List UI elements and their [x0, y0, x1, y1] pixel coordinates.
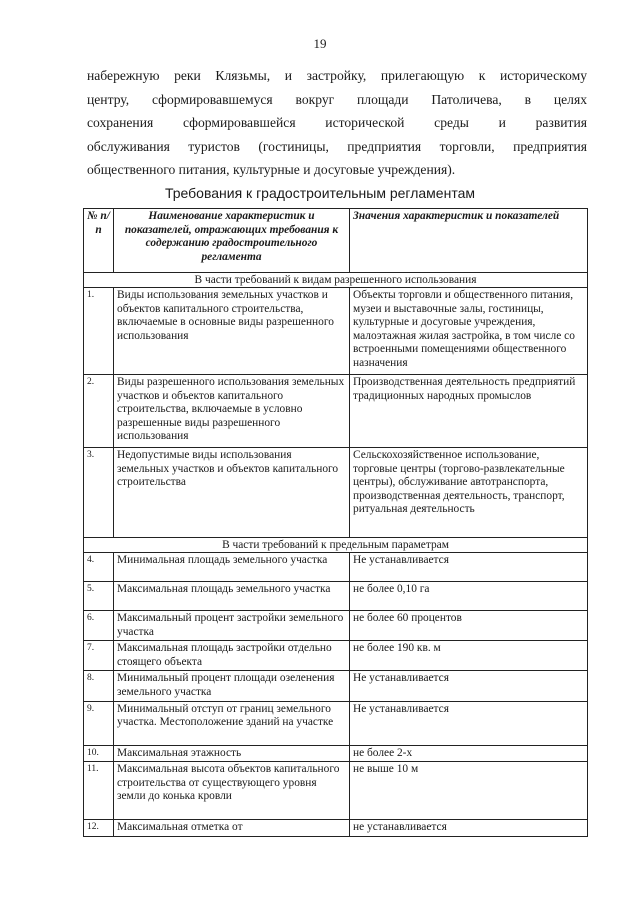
row-name: Минимальная площадь земельного участка [114, 553, 350, 582]
table-row [84, 611, 588, 641]
row-name: Максимальная площадь земельного участка [114, 582, 350, 611]
table-row [84, 762, 588, 820]
table-row [84, 375, 588, 448]
row-name: Минимальный отступ от границ земельного участка. Местоположение зданий на участке [114, 701, 350, 745]
row-value: Не устанавливается [350, 701, 588, 745]
row-value: Сельскохозяйственное использование, торговые центры (торгово-развлекательные центры), обслуживание автотранспорта, производственная деятельность, транспорт, ритуальная деятельность [350, 448, 588, 538]
row-num: 11. [84, 762, 114, 820]
intro-line: сохранения сформировавшейся исторической среды и развития [87, 115, 587, 131]
row-value: не более 2-х [350, 745, 588, 762]
row-name: Виды использования земельных участков и объектов капитального строительства, включаемые в основные виды разрешенного использования [114, 288, 350, 375]
table-row [84, 745, 588, 762]
row-value: не более 190 кв. м [350, 641, 588, 671]
section-row [84, 538, 588, 553]
section-title: В части требований к видам разрешенного использования [84, 273, 588, 288]
row-value: не устанавливается [350, 820, 588, 837]
row-num: 2. [84, 375, 114, 448]
row-num: 3. [84, 448, 114, 538]
row-num: 4. [84, 553, 114, 582]
row-name: Максимальная этажность [114, 745, 350, 762]
intro-paragraph [87, 64, 587, 182]
intro-line: набережную реки Клязьмы, и застройку, прилегающую к историческому [87, 68, 587, 83]
row-num: 7. [84, 641, 114, 671]
row-value: не более 0,10 га [350, 582, 588, 611]
row-name: Минимальный процент площади озеленения земельного участка [114, 671, 350, 701]
table-row [84, 820, 588, 837]
table-header-row [84, 209, 588, 273]
section-row [84, 273, 588, 288]
header-name: Наименование характеристик и показателей, отражающих требования к содержанию градостроительного регламента [114, 209, 350, 273]
row-name: Максимальный процент застройки земельного участка [114, 611, 350, 641]
intro-line: общественного питания, культурные и досуговые учреждения). [87, 162, 456, 178]
row-value: не выше 10 м [350, 762, 588, 820]
table-row [84, 448, 588, 538]
header-num: № п/п [84, 209, 114, 273]
row-value: не более 60 процентов [350, 611, 588, 641]
row-name: Максимальная площадь застройки отдельно стоящего объекта [114, 641, 350, 671]
table-row [84, 641, 588, 671]
row-name: Виды разрешенного использования земельных участков и объектов капитального строительства, включаемые в условно разрешенные виды разрешенного использования [114, 375, 350, 448]
row-num: 5. [84, 582, 114, 611]
row-name: Максимальная высота объектов капитального строительства от существующего уровня земли до конька кровли [114, 762, 350, 820]
page-number: 19 [313, 36, 327, 51]
table-row [84, 671, 588, 701]
row-value: Не устанавливается [350, 671, 588, 701]
table-row [84, 582, 588, 611]
row-name: Недопустимые виды использования земельных участков и объектов капитального строительства [114, 448, 350, 538]
row-num: 9. [84, 701, 114, 745]
row-num: 8. [84, 671, 114, 701]
row-value: Производственная деятельность предприятий традиционных народных промыслов [350, 375, 588, 448]
row-num: 12. [84, 820, 114, 837]
intro-line: обслуживания туристов (гостиницы, предприятия торговли, предприятия [87, 138, 587, 154]
row-value: Не устанавливается [350, 553, 588, 582]
regulations-table [83, 208, 588, 837]
table-row [84, 288, 588, 375]
table-title: Требования к градостроительным регламентам [164, 185, 475, 201]
row-num: 6. [84, 611, 114, 641]
section-title: В части требований к предельным параметрам [84, 538, 588, 553]
row-num: 10. [84, 745, 114, 762]
header-value: Значения характеристик и показателей [350, 209, 588, 273]
row-value: Объекты торговли и общественного питания, музеи и выставочные залы, гостиницы, культурные и досуговые учреждения, малоэтажная жилая застройка, в том числе со встроенными помещениями общественного назначения [350, 288, 588, 375]
table-row [84, 553, 588, 582]
row-num: 1. [84, 288, 114, 375]
intro-line: центру, сформировавшемуся вокруг площади Патоличева, в целях [87, 91, 587, 107]
row-name: Максимальная отметка от [114, 820, 350, 837]
table-row [84, 701, 588, 745]
